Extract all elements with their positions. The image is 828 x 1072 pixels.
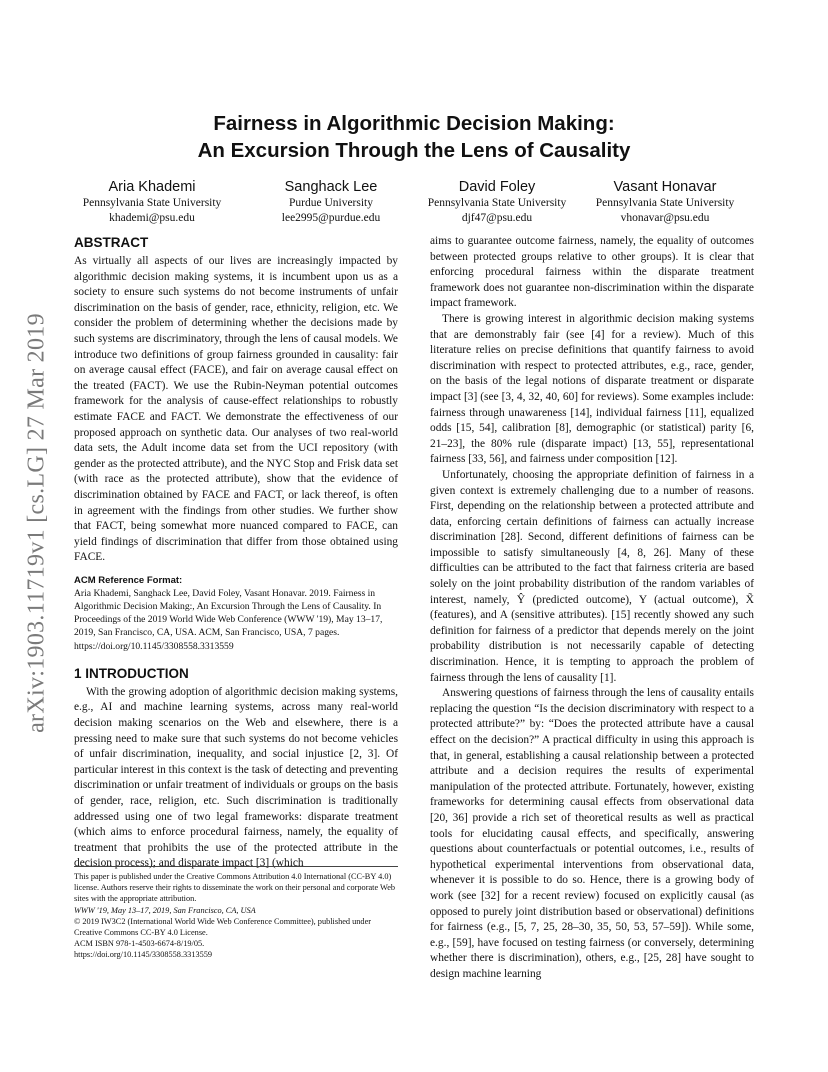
author-email[interactable]: vhonavar@psu.edu bbox=[620, 212, 710, 224]
author-3 bbox=[412, 178, 582, 226]
right-column bbox=[430, 234, 754, 983]
introduction-heading: 1 INTRODUCTION bbox=[74, 665, 189, 681]
left-column bbox=[74, 234, 398, 872]
right-paragraph-3: Unfortunately, choosing the appropriate definition of fairness in a given context is extremely challenging due to a number of reasons. First, depending on the relationship between a protected attribute and data, enforcing certain definitions of fairness can actually increase discrimination [28]. Second, different definitions of fairness can be impossible to satisfy simultaneously [4, 8, 26]. Many of these difficulties can be attributed to the fact that fairness criteria are based solely on the joint probability distribution of the random variables of interest, namely, Ŷ (predicted outcome), Y (actual outcome), X̃ (features), and A (sensitive attributes). [15] recently showed any such definition for fairness of a predictor that depends merely on the joint probability distribution is not necessarily capable of detecting discrimination. Hence, it is tempting to approach the problem of fairness through the lens of causality [1]. bbox=[430, 468, 754, 684]
copyright-footnote bbox=[74, 866, 398, 961]
arxiv-identifier-text: arXiv:1903.11719v1 [cs.LG] 27 Mar 2019 bbox=[23, 312, 50, 733]
right-paragraph-4: Answering questions of fairness through the lens of causality entails replacing the question “Is the decision discriminatory with respect to a protected attribute?” by: “Does the protected attribute have a causal effect on the decision?” A practical difficulty in using this approach is that, in general, establishing a causal relationship between a protected attribute and a decision requires the results of experimental manipulation of the protected attribute. Fortunately, however, existing frameworks for determining causal effects from observational data [20, 36] provide a rich set of theoretical results as well as practical tools for elucidating causal effects, and specifically, answering questions about counterfactuals or potential outcomes, i.e., results of hypothetical experimental interventions from observational data, whenever it is possible to do so. Hence, there is a growing body of work (see [32] for a recent review) focused on explicitly causal (as opposed to purely joint distribution based or observational) definitions for fairness (e.g., [5, 7, 25, 28–30, 35, 50, 53, 57–59]). While some, e.g., [59], have focused on testing fairness (or conversely, determining whether there is discrimination), others, e.g., [25, 28] have sought to design machine learning bbox=[430, 687, 754, 980]
title-line-2: An Excursion Through the Lens of Causality bbox=[197, 139, 631, 162]
footnote-copyright: © 2019 IW3C2 (International World Wide Web Conference Committee), published under Creative Commons CC-BY 4.0 License. bbox=[74, 916, 372, 938]
author-affiliation: Pennsylvania State University bbox=[82, 197, 222, 209]
author-affiliation: Purdue University bbox=[288, 197, 373, 209]
author-name: Aria Khademi bbox=[108, 179, 196, 195]
author-name: Sanghack Lee bbox=[284, 179, 378, 195]
author-4 bbox=[580, 178, 750, 226]
paper-title bbox=[74, 110, 754, 164]
abstract-heading: ABSTRACT bbox=[74, 235, 149, 250]
author-name: David Foley bbox=[458, 179, 536, 195]
title-line-1: Fairness in Algorithmic Decision Making: bbox=[213, 112, 615, 135]
author-name: Vasant Honavar bbox=[613, 179, 717, 195]
introduction-paragraph-1: With the growing adoption of algorithmic decision making systems, e.g., AI and machine learning systems, across many real-world decision making scenarios on the Web and elsewhere, there is a pressing need to make sure that such systems do not become vehicles of unfair discrimination, inequality, and social injustice [2, 3]. Of particular interest in this context is the task of detecting and preventing discrimination or unfair treatment of individuals or groups on the basis of gender, race, religion, etc. Such discrimination is traditionally addressed using one of two legal frameworks: disparate treatment (which aims to enforce procedural fairness, namely, the equality of treatment that prohibits the use of the protected attribute in the decision process); and disparate impact [3] (which bbox=[74, 685, 398, 870]
footnote-isbn: ACM ISBN 978-1-4503-6674-8/19/05. bbox=[74, 939, 205, 949]
acm-reference-text: Aria Khademi, Sanghack Lee, David Foley, Vasant Honavar. 2019. Fairness in Algorithmic Decision Making:, An Excursion Through the Lens of Causality. In Proceedings of the 2019 World Wide Web Conference (WWW '19), May 13–17, 2019, San Francisco, CA, USA. ACM, San Francisco, USA, 7 pages. https://doi.org/10.1145/3308558.3313559 bbox=[74, 587, 383, 652]
author-affiliation: Pennsylvania State University bbox=[595, 197, 735, 209]
right-paragraph-1: aims to guarantee outcome fairness, namely, the equality of outcomes between protected groups relative to other groups). It is clear that enforcing procedural fairness within the disparate treatment framework does not guarantee non-discrimination within the disparate impact framework. bbox=[430, 235, 754, 310]
footnote-conference: WWW '19, May 13–17, 2019, San Francisco, CA, USA bbox=[74, 905, 256, 915]
acm-reference-heading: ACM Reference Format: bbox=[74, 574, 183, 586]
footnote-doi-link[interactable]: https://doi.org/10.1145/3308558.3313559 bbox=[74, 950, 213, 960]
right-paragraph-2: There is growing interest in algorithmic decision making systems that are demonstrably fair (see [4] for a review). Much of this literature relies on precise definitions that quantify fairness to avoid discrimination with respect to protected attributes, e.g., race, gender, on the basis of the legal notions of disparate treatment or disparate impact [3] (see [3, 4, 32, 40, 60] for reviews). Some examples include: fairness through unawareness [14], individual fairness [11], equalized odds [15, 54], calibration [8], demographic (or statistical) parity [6, 21–23], the 80% rule (disparate impact) [13, 55], representational fairness [33, 56], and fairness under composition [12]. bbox=[430, 312, 754, 466]
footnote-license: This paper is published under the Creative Commons Attribution 4.0 International (CC-BY 4.0) license. Authors reserve their rights to disseminate the work on their personal and corporate Web sites with the appropriate attribution. bbox=[74, 872, 396, 904]
abstract-text: As virtually all aspects of our lives are increasingly impacted by algorithmic decision making systems, it is incumbent upon us as a society to ensure such systems do not become instruments of unfair discrimination on the basis of gender, race, ethnicity, religion, etc. We consider the problem of determining whether the decisions made by such systems are discriminatory, through the lens of causal models. We introduce two definitions of group fairness grounded in causality: fair on average causal effect (FACE), and fair on average causal effect on the treated (FACT). We use the Rubin-Neyman potential outcomes framework for the analysis of cause-effect relationships to robustly estimate FACE and FACT. We demonstrate the effectiveness of our proposed approach on synthetic data. Our analyses of two real-world data sets, the Adult income data set from the UCI repository (with gender as the protected attribute), and the NYC Stop and Frisk data set (with race as the protected attribute), show that the evidence of discrimination obtained by FACE and FACT, or lack thereof, is often in agreement with the findings from other studies. We further show that FACT, being somewhat more nuanced compared to FACE, can yield findings of discrimination that differ from those obtained using FACE. bbox=[74, 255, 398, 564]
arxiv-identifier-stamp bbox=[22, 285, 52, 760]
author-1 bbox=[67, 178, 237, 226]
author-2 bbox=[246, 178, 416, 226]
author-email[interactable]: khademi@psu.edu bbox=[109, 212, 195, 224]
author-email[interactable]: djf47@psu.edu bbox=[461, 212, 533, 224]
author-email[interactable]: lee2995@purdue.edu bbox=[281, 212, 381, 224]
author-affiliation: Pennsylvania State University bbox=[427, 197, 567, 209]
